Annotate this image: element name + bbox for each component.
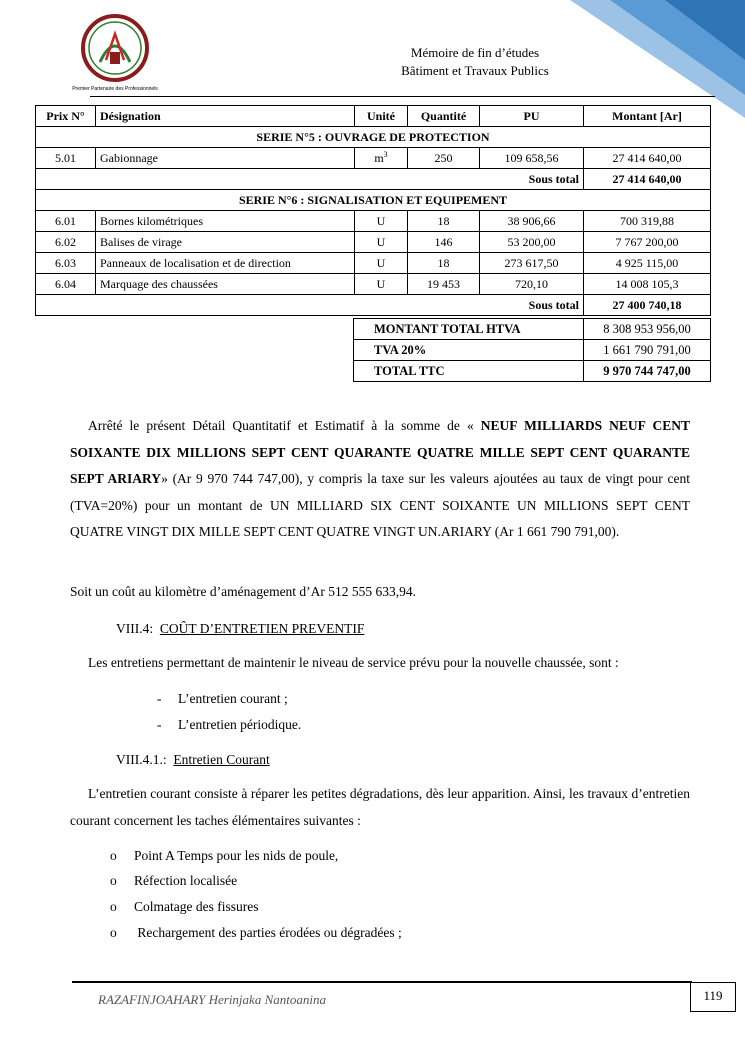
- cell-pu: 720,10: [480, 274, 584, 295]
- cell-designation: Gabionnage: [96, 148, 355, 169]
- circle-marker: o: [110, 873, 117, 888]
- unit-text: m: [374, 151, 384, 165]
- heading-title: Entretien Courant: [173, 752, 270, 767]
- totals-row: [354, 361, 711, 382]
- cell-designation: Bornes kilométriques: [96, 211, 355, 232]
- col-header: Prix N°: [36, 106, 96, 127]
- paragraph-maintenance: Les entretiens permettant de maintenir le niveau de service prévu pour la nouvelle chaussée, sont :: [88, 655, 619, 670]
- list-item-text: Colmatage des fissures: [134, 899, 259, 914]
- cell-quantity: 19 453: [408, 274, 480, 295]
- col-header: Quantité: [408, 106, 480, 127]
- circle-marker: o: [110, 899, 117, 914]
- header-rule: [90, 96, 715, 97]
- logo-caption: Premier Partenaire des Professionnels: [72, 86, 158, 92]
- cell-amount: 7 767 200,00: [584, 232, 711, 253]
- circle-marker: o: [110, 925, 117, 940]
- list-item: [157, 716, 302, 734]
- unit-superscript: 3: [383, 150, 388, 159]
- cell-designation: Marquage des chaussées: [96, 274, 355, 295]
- list-item-text: Rechargement des parties érodées ou dégradées ;: [134, 925, 402, 940]
- list-item-text: L’entretien courant ;: [178, 691, 288, 706]
- htva-label: MONTANT TOTAL HTVA: [354, 319, 584, 340]
- cell-number: 6.03: [36, 253, 96, 274]
- list-item-text: L’entretien périodique.: [178, 717, 302, 732]
- section-heading-viii-4: [116, 620, 364, 638]
- paragraph-amount-rest: » (Ar 9 970 744 747,00), y compris la taxe sur les valeurs ajoutées au taux de vingt pour cent (TVA=20%) pour un montant de UN MILLIARD SIX CENT SOIXANTE UN MILLIONS SEPT CENT QUATRE VINGT DIX MILLE SEPT CENT QUATRE VINGT UN.ARIARY (Ar 1 661 790 791,00).: [70, 471, 690, 539]
- cell-amount: 700 319,88: [584, 211, 711, 232]
- paragraph-cost-per-km: Soit un coût au kilomètre d’aménagement d’Ar 512 555 633,94.: [70, 584, 417, 599]
- cell-unit: U: [355, 253, 408, 274]
- table-row: [36, 253, 711, 274]
- col-header: Montant [Ar]: [584, 106, 711, 127]
- paragraph-amount-intro: Arrêté le présent Détail Quantitatif et Estimatif à la somme de «: [88, 418, 481, 433]
- cell-amount: 4 925 115,00: [584, 253, 711, 274]
- serie-5-title: SERIE N°5 : OUVRAGE DE PROTECTION: [36, 127, 711, 148]
- section-row: [36, 190, 711, 211]
- ttc-label: TOTAL TTC: [354, 361, 584, 382]
- list-item: [110, 898, 259, 916]
- footer-rule: [72, 981, 692, 983]
- footer-author: RAZAFINJOAHARY Herinjaka Nantoanina: [98, 992, 326, 1007]
- table-row: [36, 232, 711, 253]
- col-header: Unité: [355, 106, 408, 127]
- tva-label: TVA 20%: [354, 340, 584, 361]
- paragraph-entretien-courant: L’entretien courant consiste à réparer les petites dégradations, dès leur apparition. Ainsi, les travaux d’entretien courant concernent les taches élémentaires suivantes :: [70, 786, 690, 828]
- subtotal-value: 27 400 740,18: [584, 295, 711, 316]
- list-item: [110, 872, 238, 890]
- subtotal-value: 27 414 640,00: [584, 169, 711, 190]
- cell-quantity: 250: [408, 148, 480, 169]
- school-logo: [70, 12, 160, 94]
- heading-number: VIII.4.1.:: [116, 752, 167, 767]
- paragraph-amount-words: NEUF MILLIARDS NEUF CENT SOIXANTE DIX MILLIONS SEPT CENT QUARANTE QUATRE MILLE SEPT CENT QUARANTE SEPT ARIARY: [70, 418, 690, 486]
- circle-marker: o: [110, 848, 117, 863]
- section-row: [36, 127, 711, 148]
- cell-unit: U: [355, 274, 408, 295]
- cell-amount: 14 008 105,3: [584, 274, 711, 295]
- subtotal-row: [36, 295, 711, 316]
- totals-row: [354, 319, 711, 340]
- cell-number: 6.02: [36, 232, 96, 253]
- heading-title: COÛT D’ENTRETIEN PREVENTIF: [159, 621, 365, 636]
- cell-designation: Panneaux de localisation et de direction: [96, 253, 355, 274]
- heading-number: VIII.4:: [116, 621, 154, 636]
- col-header: Désignation: [96, 106, 355, 127]
- section-heading-viii-4-1: [116, 751, 270, 769]
- cell-pu: 53 200,00: [480, 232, 584, 253]
- paragraph-amount: [70, 413, 690, 546]
- cell-quantity: 146: [408, 232, 480, 253]
- htva-value: 8 308 953 956,00: [584, 319, 711, 340]
- cell-unit: [355, 148, 408, 169]
- subtotal-row: [36, 169, 711, 190]
- list-item-text: Réfection localisée: [134, 873, 238, 888]
- list-item: [110, 924, 402, 942]
- cell-designation: Balises de virage: [96, 232, 355, 253]
- col-header: PU: [480, 106, 584, 127]
- dash-marker: -: [157, 717, 162, 732]
- table-row: [36, 274, 711, 295]
- cell-quantity: 18: [408, 211, 480, 232]
- serie-6-title: SERIE N°6 : SIGNALISATION ET EQUIPEMENT: [36, 190, 711, 211]
- cell-pu: 273 617,50: [480, 253, 584, 274]
- ttc-value: 9 970 744 747,00: [584, 361, 711, 382]
- list-item: [157, 690, 288, 708]
- dash-marker: -: [157, 691, 162, 706]
- table-row: [36, 148, 711, 169]
- list-item: [110, 847, 339, 865]
- table-row: [36, 211, 711, 232]
- totals-row: [354, 340, 711, 361]
- cell-amount: 27 414 640,00: [584, 148, 711, 169]
- cell-number: 5.01: [36, 148, 96, 169]
- subtotal-label: Sous total: [36, 295, 584, 316]
- cost-table: [35, 105, 711, 316]
- tva-value: 1 661 790 791,00: [584, 340, 711, 361]
- totals-table: [353, 318, 711, 382]
- header-line-2: Bâtiment et Travaux Publics: [401, 63, 549, 78]
- header-line-1: Mémoire de fin d’études: [410, 45, 540, 60]
- cell-quantity: 18: [408, 253, 480, 274]
- cell-number: 6.01: [36, 211, 96, 232]
- cell-unit: U: [355, 232, 408, 253]
- cell-unit: U: [355, 211, 408, 232]
- subtotal-label: Sous total: [36, 169, 584, 190]
- list-item-text: Point A Temps pour les nids de poule,: [134, 848, 339, 863]
- table-header-row: [36, 106, 711, 127]
- cell-number: 6.04: [36, 274, 96, 295]
- page-number: 119: [690, 982, 736, 1012]
- cell-pu: 38 906,66: [480, 211, 584, 232]
- cell-pu: 109 658,56: [480, 148, 584, 169]
